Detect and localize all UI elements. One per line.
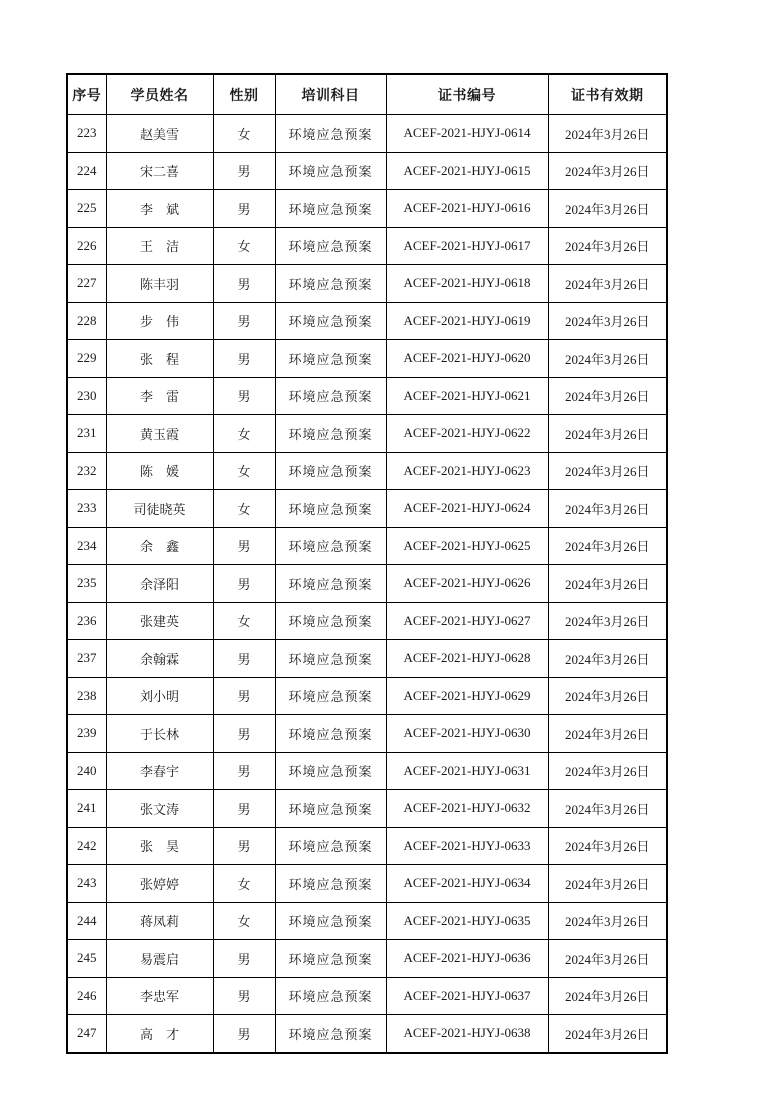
cell-subject: 环境应急预案 xyxy=(275,415,386,453)
cell-cert-number: ACEF-2021-HJYJ-0636 xyxy=(386,940,548,978)
cell-subject: 环境应急预案 xyxy=(275,865,386,903)
cell-gender: 女 xyxy=(213,902,275,940)
cell-cert-number: ACEF-2021-HJYJ-0634 xyxy=(386,865,548,903)
header-cell-cert-number: 证书编号 xyxy=(386,74,548,115)
cell-cert-number: ACEF-2021-HJYJ-0624 xyxy=(386,490,548,528)
cell-subject: 环境应急预案 xyxy=(275,190,386,228)
cell-gender: 男 xyxy=(213,715,275,753)
cell-serial: 241 xyxy=(67,790,106,828)
cell-validity: 2024年3月26日 xyxy=(548,190,667,228)
cell-name: 陈 媛 xyxy=(106,452,213,490)
cell-cert-number: ACEF-2021-HJYJ-0628 xyxy=(386,640,548,678)
cell-validity: 2024年3月26日 xyxy=(548,152,667,190)
cell-cert-number: ACEF-2021-HJYJ-0631 xyxy=(386,752,548,790)
cell-serial: 223 xyxy=(67,115,106,153)
cell-name: 张文涛 xyxy=(106,790,213,828)
cell-gender: 女 xyxy=(213,115,275,153)
cell-cert-number: ACEF-2021-HJYJ-0617 xyxy=(386,227,548,265)
cell-validity: 2024年3月26日 xyxy=(548,977,667,1015)
cell-serial: 236 xyxy=(67,602,106,640)
cell-name: 司徒晓英 xyxy=(106,490,213,528)
cell-serial: 234 xyxy=(67,527,106,565)
table-row xyxy=(67,227,667,265)
cell-gender: 女 xyxy=(213,415,275,453)
cell-cert-number: ACEF-2021-HJYJ-0638 xyxy=(386,1015,548,1053)
cell-subject: 环境应急预案 xyxy=(275,115,386,153)
cell-gender: 男 xyxy=(213,265,275,303)
table-row xyxy=(67,902,667,940)
cell-cert-number: ACEF-2021-HJYJ-0623 xyxy=(386,452,548,490)
cell-validity: 2024年3月26日 xyxy=(548,452,667,490)
cell-serial: 240 xyxy=(67,752,106,790)
cell-name: 高 才 xyxy=(106,1015,213,1053)
cell-gender: 男 xyxy=(213,752,275,790)
cell-serial: 247 xyxy=(67,1015,106,1053)
header-row xyxy=(67,74,667,115)
table-row xyxy=(67,377,667,415)
cell-name: 余 鑫 xyxy=(106,527,213,565)
cell-gender: 女 xyxy=(213,452,275,490)
cell-name: 黄玉霞 xyxy=(106,415,213,453)
cell-subject: 环境应急预案 xyxy=(275,940,386,978)
cell-gender: 男 xyxy=(213,940,275,978)
cell-serial: 237 xyxy=(67,640,106,678)
cell-name: 李 雷 xyxy=(106,377,213,415)
cell-gender: 男 xyxy=(213,640,275,678)
cell-cert-number: ACEF-2021-HJYJ-0626 xyxy=(386,565,548,603)
cell-serial: 239 xyxy=(67,715,106,753)
cell-name: 赵美雪 xyxy=(106,115,213,153)
cell-serial: 233 xyxy=(67,490,106,528)
cell-serial: 230 xyxy=(67,377,106,415)
cell-subject: 环境应急预案 xyxy=(275,340,386,378)
cell-name: 宋二喜 xyxy=(106,152,213,190)
table-row xyxy=(67,602,667,640)
cell-validity: 2024年3月26日 xyxy=(548,752,667,790)
cell-gender: 男 xyxy=(213,977,275,1015)
cell-validity: 2024年3月26日 xyxy=(548,640,667,678)
cell-cert-number: ACEF-2021-HJYJ-0614 xyxy=(386,115,548,153)
header-cell-subject: 培训科目 xyxy=(275,74,386,115)
cell-name: 王 洁 xyxy=(106,227,213,265)
cell-validity: 2024年3月26日 xyxy=(548,677,667,715)
cell-subject: 环境应急预案 xyxy=(275,227,386,265)
cell-subject: 环境应急预案 xyxy=(275,377,386,415)
cell-gender: 男 xyxy=(213,827,275,865)
table-row xyxy=(67,565,667,603)
cell-subject: 环境应急预案 xyxy=(275,602,386,640)
cell-name: 易震启 xyxy=(106,940,213,978)
cell-cert-number: ACEF-2021-HJYJ-0618 xyxy=(386,265,548,303)
cell-cert-number: ACEF-2021-HJYJ-0625 xyxy=(386,527,548,565)
cell-cert-number: ACEF-2021-HJYJ-0615 xyxy=(386,152,548,190)
cell-cert-number: ACEF-2021-HJYJ-0630 xyxy=(386,715,548,753)
header-cell-gender: 性别 xyxy=(213,74,275,115)
table-row xyxy=(67,415,667,453)
header-cell-name: 学员姓名 xyxy=(106,74,213,115)
cell-validity: 2024年3月26日 xyxy=(548,902,667,940)
cell-gender: 男 xyxy=(213,1015,275,1053)
cell-serial: 225 xyxy=(67,190,106,228)
table-row xyxy=(67,452,667,490)
cell-subject: 环境应急预案 xyxy=(275,977,386,1015)
cell-gender: 男 xyxy=(213,527,275,565)
table-row xyxy=(67,827,667,865)
cell-name: 张 程 xyxy=(106,340,213,378)
cell-subject: 环境应急预案 xyxy=(275,752,386,790)
table-row xyxy=(67,640,667,678)
cell-validity: 2024年3月26日 xyxy=(548,340,667,378)
cell-validity: 2024年3月26日 xyxy=(548,227,667,265)
cell-validity: 2024年3月26日 xyxy=(548,715,667,753)
cell-validity: 2024年3月26日 xyxy=(548,377,667,415)
cell-serial: 232 xyxy=(67,452,106,490)
table-row xyxy=(67,490,667,528)
cell-subject: 环境应急预案 xyxy=(275,1015,386,1053)
cell-validity: 2024年3月26日 xyxy=(548,302,667,340)
table-row xyxy=(67,715,667,753)
cell-serial: 238 xyxy=(67,677,106,715)
cell-validity: 2024年3月26日 xyxy=(548,790,667,828)
header-cell-validity: 证书有效期 xyxy=(548,74,667,115)
cell-serial: 227 xyxy=(67,265,106,303)
table-row xyxy=(67,790,667,828)
cell-subject: 环境应急预案 xyxy=(275,152,386,190)
cell-gender: 男 xyxy=(213,340,275,378)
header-cell-serial: 序号 xyxy=(67,74,106,115)
cell-validity: 2024年3月26日 xyxy=(548,415,667,453)
cell-serial: 224 xyxy=(67,152,106,190)
cell-cert-number: ACEF-2021-HJYJ-0633 xyxy=(386,827,548,865)
table-row xyxy=(67,1015,667,1053)
cell-serial: 229 xyxy=(67,340,106,378)
cell-serial: 242 xyxy=(67,827,106,865)
cell-name: 张 昊 xyxy=(106,827,213,865)
cell-name: 张婷婷 xyxy=(106,865,213,903)
table-row xyxy=(67,677,667,715)
cell-cert-number: ACEF-2021-HJYJ-0621 xyxy=(386,377,548,415)
cell-subject: 环境应急预案 xyxy=(275,677,386,715)
cell-cert-number: ACEF-2021-HJYJ-0620 xyxy=(386,340,548,378)
cell-name: 余翰霖 xyxy=(106,640,213,678)
table-row xyxy=(67,115,667,153)
cell-subject: 环境应急预案 xyxy=(275,265,386,303)
cell-gender: 男 xyxy=(213,190,275,228)
cell-name: 蒋凤莉 xyxy=(106,902,213,940)
cell-name: 李忠军 xyxy=(106,977,213,1015)
cell-name: 张建英 xyxy=(106,602,213,640)
table-row xyxy=(67,865,667,903)
cell-gender: 男 xyxy=(213,790,275,828)
cell-validity: 2024年3月26日 xyxy=(548,265,667,303)
cell-subject: 环境应急预案 xyxy=(275,640,386,678)
cell-cert-number: ACEF-2021-HJYJ-0616 xyxy=(386,190,548,228)
table-body xyxy=(67,115,667,1053)
cell-cert-number: ACEF-2021-HJYJ-0637 xyxy=(386,977,548,1015)
certificates-table xyxy=(66,73,668,1054)
cell-serial: 245 xyxy=(67,940,106,978)
cell-gender: 男 xyxy=(213,377,275,415)
cell-subject: 环境应急预案 xyxy=(275,302,386,340)
cell-gender: 女 xyxy=(213,865,275,903)
cell-subject: 环境应急预案 xyxy=(275,827,386,865)
cell-serial: 244 xyxy=(67,902,106,940)
table-row xyxy=(67,527,667,565)
cell-subject: 环境应急预案 xyxy=(275,790,386,828)
cell-gender: 男 xyxy=(213,152,275,190)
cell-gender: 女 xyxy=(213,490,275,528)
table-row xyxy=(67,752,667,790)
table-row xyxy=(67,340,667,378)
cell-validity: 2024年3月26日 xyxy=(548,602,667,640)
cell-name: 于长林 xyxy=(106,715,213,753)
cell-validity: 2024年3月26日 xyxy=(548,827,667,865)
cell-serial: 228 xyxy=(67,302,106,340)
cell-validity: 2024年3月26日 xyxy=(548,115,667,153)
cell-validity: 2024年3月26日 xyxy=(548,865,667,903)
cell-serial: 231 xyxy=(67,415,106,453)
cell-name: 余泽阳 xyxy=(106,565,213,603)
cell-subject: 环境应急预案 xyxy=(275,565,386,603)
table-row xyxy=(67,265,667,303)
cell-serial: 243 xyxy=(67,865,106,903)
cell-name: 李 斌 xyxy=(106,190,213,228)
cell-validity: 2024年3月26日 xyxy=(548,527,667,565)
cell-cert-number: ACEF-2021-HJYJ-0627 xyxy=(386,602,548,640)
cell-gender: 男 xyxy=(213,302,275,340)
cell-subject: 环境应急预案 xyxy=(275,490,386,528)
cell-name: 李春宇 xyxy=(106,752,213,790)
table-row xyxy=(67,977,667,1015)
cell-cert-number: ACEF-2021-HJYJ-0635 xyxy=(386,902,548,940)
cell-validity: 2024年3月26日 xyxy=(548,940,667,978)
cell-serial: 246 xyxy=(67,977,106,1015)
cell-cert-number: ACEF-2021-HJYJ-0629 xyxy=(386,677,548,715)
cell-validity: 2024年3月26日 xyxy=(548,490,667,528)
table-row xyxy=(67,302,667,340)
cell-subject: 环境应急预案 xyxy=(275,527,386,565)
cell-serial: 226 xyxy=(67,227,106,265)
cell-subject: 环境应急预案 xyxy=(275,715,386,753)
cell-validity: 2024年3月26日 xyxy=(548,565,667,603)
cell-serial: 235 xyxy=(67,565,106,603)
cell-gender: 女 xyxy=(213,602,275,640)
cell-gender: 男 xyxy=(213,565,275,603)
cell-gender: 男 xyxy=(213,677,275,715)
cell-name: 步 伟 xyxy=(106,302,213,340)
cell-name: 陈丰羽 xyxy=(106,265,213,303)
cell-cert-number: ACEF-2021-HJYJ-0632 xyxy=(386,790,548,828)
cell-cert-number: ACEF-2021-HJYJ-0619 xyxy=(386,302,548,340)
cell-subject: 环境应急预案 xyxy=(275,902,386,940)
cell-name: 刘小明 xyxy=(106,677,213,715)
cell-validity: 2024年3月26日 xyxy=(548,1015,667,1053)
table-header xyxy=(67,74,667,115)
table-row xyxy=(67,940,667,978)
cell-gender: 女 xyxy=(213,227,275,265)
cell-cert-number: ACEF-2021-HJYJ-0622 xyxy=(386,415,548,453)
table-row xyxy=(67,190,667,228)
cell-subject: 环境应急预案 xyxy=(275,452,386,490)
table-row xyxy=(67,152,667,190)
